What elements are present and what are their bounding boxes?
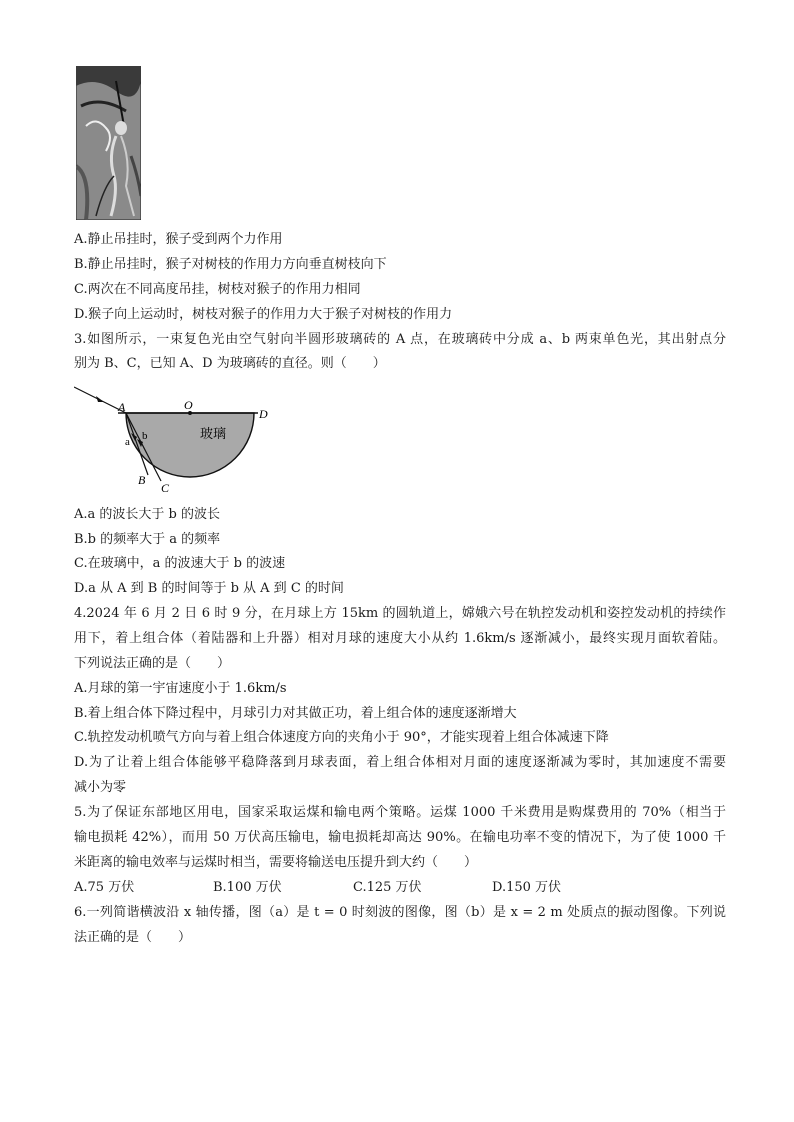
q2-option-a: A.静止吊挂时，猴子受到两个力作用 bbox=[74, 232, 283, 247]
q2-option-d: D.猴子向上运动时，树枝对猴子的作用力大于猴子对树枝的作用力 bbox=[74, 307, 453, 322]
point-a-label: A bbox=[118, 400, 126, 414]
point-c-label: C bbox=[161, 481, 170, 493]
q6-stem-line-1: 6.一列简谐横波沿 x 轴传播，图（a）是 t = 0 时刻波的图像，图（b）是 x = 2 m 处质点的振动图像。下列说 bbox=[74, 905, 726, 920]
q2-option-b: B.静止吊挂时，猴子对树枝的作用力方向垂直树枝向下 bbox=[74, 257, 387, 272]
q4-option-a: A.月球的第一宇宙速度小于 1.6km/s bbox=[74, 681, 287, 696]
q4-option-d-line-1: D.为了让着上组合体能够平稳降落到月球表面，着上组合体相对月面的速度逐渐减为零时，其加速度不需要 bbox=[74, 755, 726, 770]
q5-options-row bbox=[74, 879, 574, 897]
q4-option-c: C.轨控发动机喷气方向与着上组合体速度方向的夹角小于 90°，才能实现着上组合体减速下降 bbox=[74, 730, 609, 745]
point-b-label: B bbox=[138, 473, 146, 487]
glass-label: 玻璃 bbox=[200, 427, 227, 442]
q4-stem-line-3: 下列说法正确的是（ ） bbox=[74, 656, 231, 671]
ray-b-label: b bbox=[142, 430, 148, 442]
ray-a-label: a bbox=[125, 436, 130, 448]
q5-option-b: B.100 万伏 bbox=[213, 880, 282, 895]
q5-stem-line-1: 5.为了保证东部地区用电，国家采取运煤和输电两个策略。运煤 1000 千米费用是购煤费用的 70%（相当于 bbox=[74, 805, 726, 820]
q3-option-c: C.在玻璃中，a 的波速大于 b 的波速 bbox=[74, 556, 286, 571]
monkey-photo bbox=[76, 66, 141, 220]
q3-option-a: A.a 的波长大于 b 的波长 bbox=[74, 507, 220, 522]
q3-option-b: B.b 的频率大于 a 的频率 bbox=[74, 532, 221, 547]
q2-option-c: C.两次在不同高度吊挂，树枝对猴子的作用力相同 bbox=[74, 282, 361, 297]
q4-stem-line-1: 4.2024 年 6 月 2 日 6 时 9 分，在月球上方 15km 的圆轨道上，嫦娥六号在轨控发动机和姿控发动机的持续作 bbox=[74, 606, 726, 621]
semicircle-glass-figure bbox=[74, 385, 274, 493]
q4-option-b: B.着上组合体下降过程中，月球引力对其做正功，着上组合体的速度逐渐增大 bbox=[74, 706, 517, 721]
q3-stem-line-2: 别为 B、C，已知 A、D 为玻璃砖的直径。则（ ） bbox=[74, 356, 386, 371]
q6-stem-line-2: 法正确的是（ ） bbox=[74, 930, 192, 945]
q3-option-d: D.a 从 A 到 B 的时间等于 b 从 A 到 C 的时间 bbox=[74, 581, 344, 596]
point-o-label: O bbox=[184, 398, 193, 412]
q5-stem-line-3: 米距离的输电效率与运煤时相当，需要将输送电压提升到大约（ ） bbox=[74, 855, 478, 870]
q5-option-d: D.150 万伏 bbox=[492, 880, 562, 895]
q4-stem-line-2: 用下，着上组合体（着陆器和上升器）相对月球的速度大小从约 1.6km/s 逐渐减小，最终实现月面软着陆。 bbox=[74, 631, 726, 646]
point-d-label: D bbox=[259, 407, 268, 421]
q5-stem-line-2: 输电损耗 42%），而用 50 万伏高压输电，输电损耗却高达 90%。在输电功率不变的情况下，为了使 1000 千 bbox=[74, 830, 726, 845]
q5-option-a: A.75 万伏 bbox=[74, 880, 135, 895]
q5-option-c: C.125 万伏 bbox=[353, 880, 422, 895]
q3-stem-line-1: 3.如图所示，一束复色光由空气射向半圆形玻璃砖的 A 点，在玻璃砖中分成 a、b 两束单色光，其出射点分 bbox=[74, 332, 726, 347]
q4-option-d-line-2: 减小为零 bbox=[74, 780, 127, 795]
